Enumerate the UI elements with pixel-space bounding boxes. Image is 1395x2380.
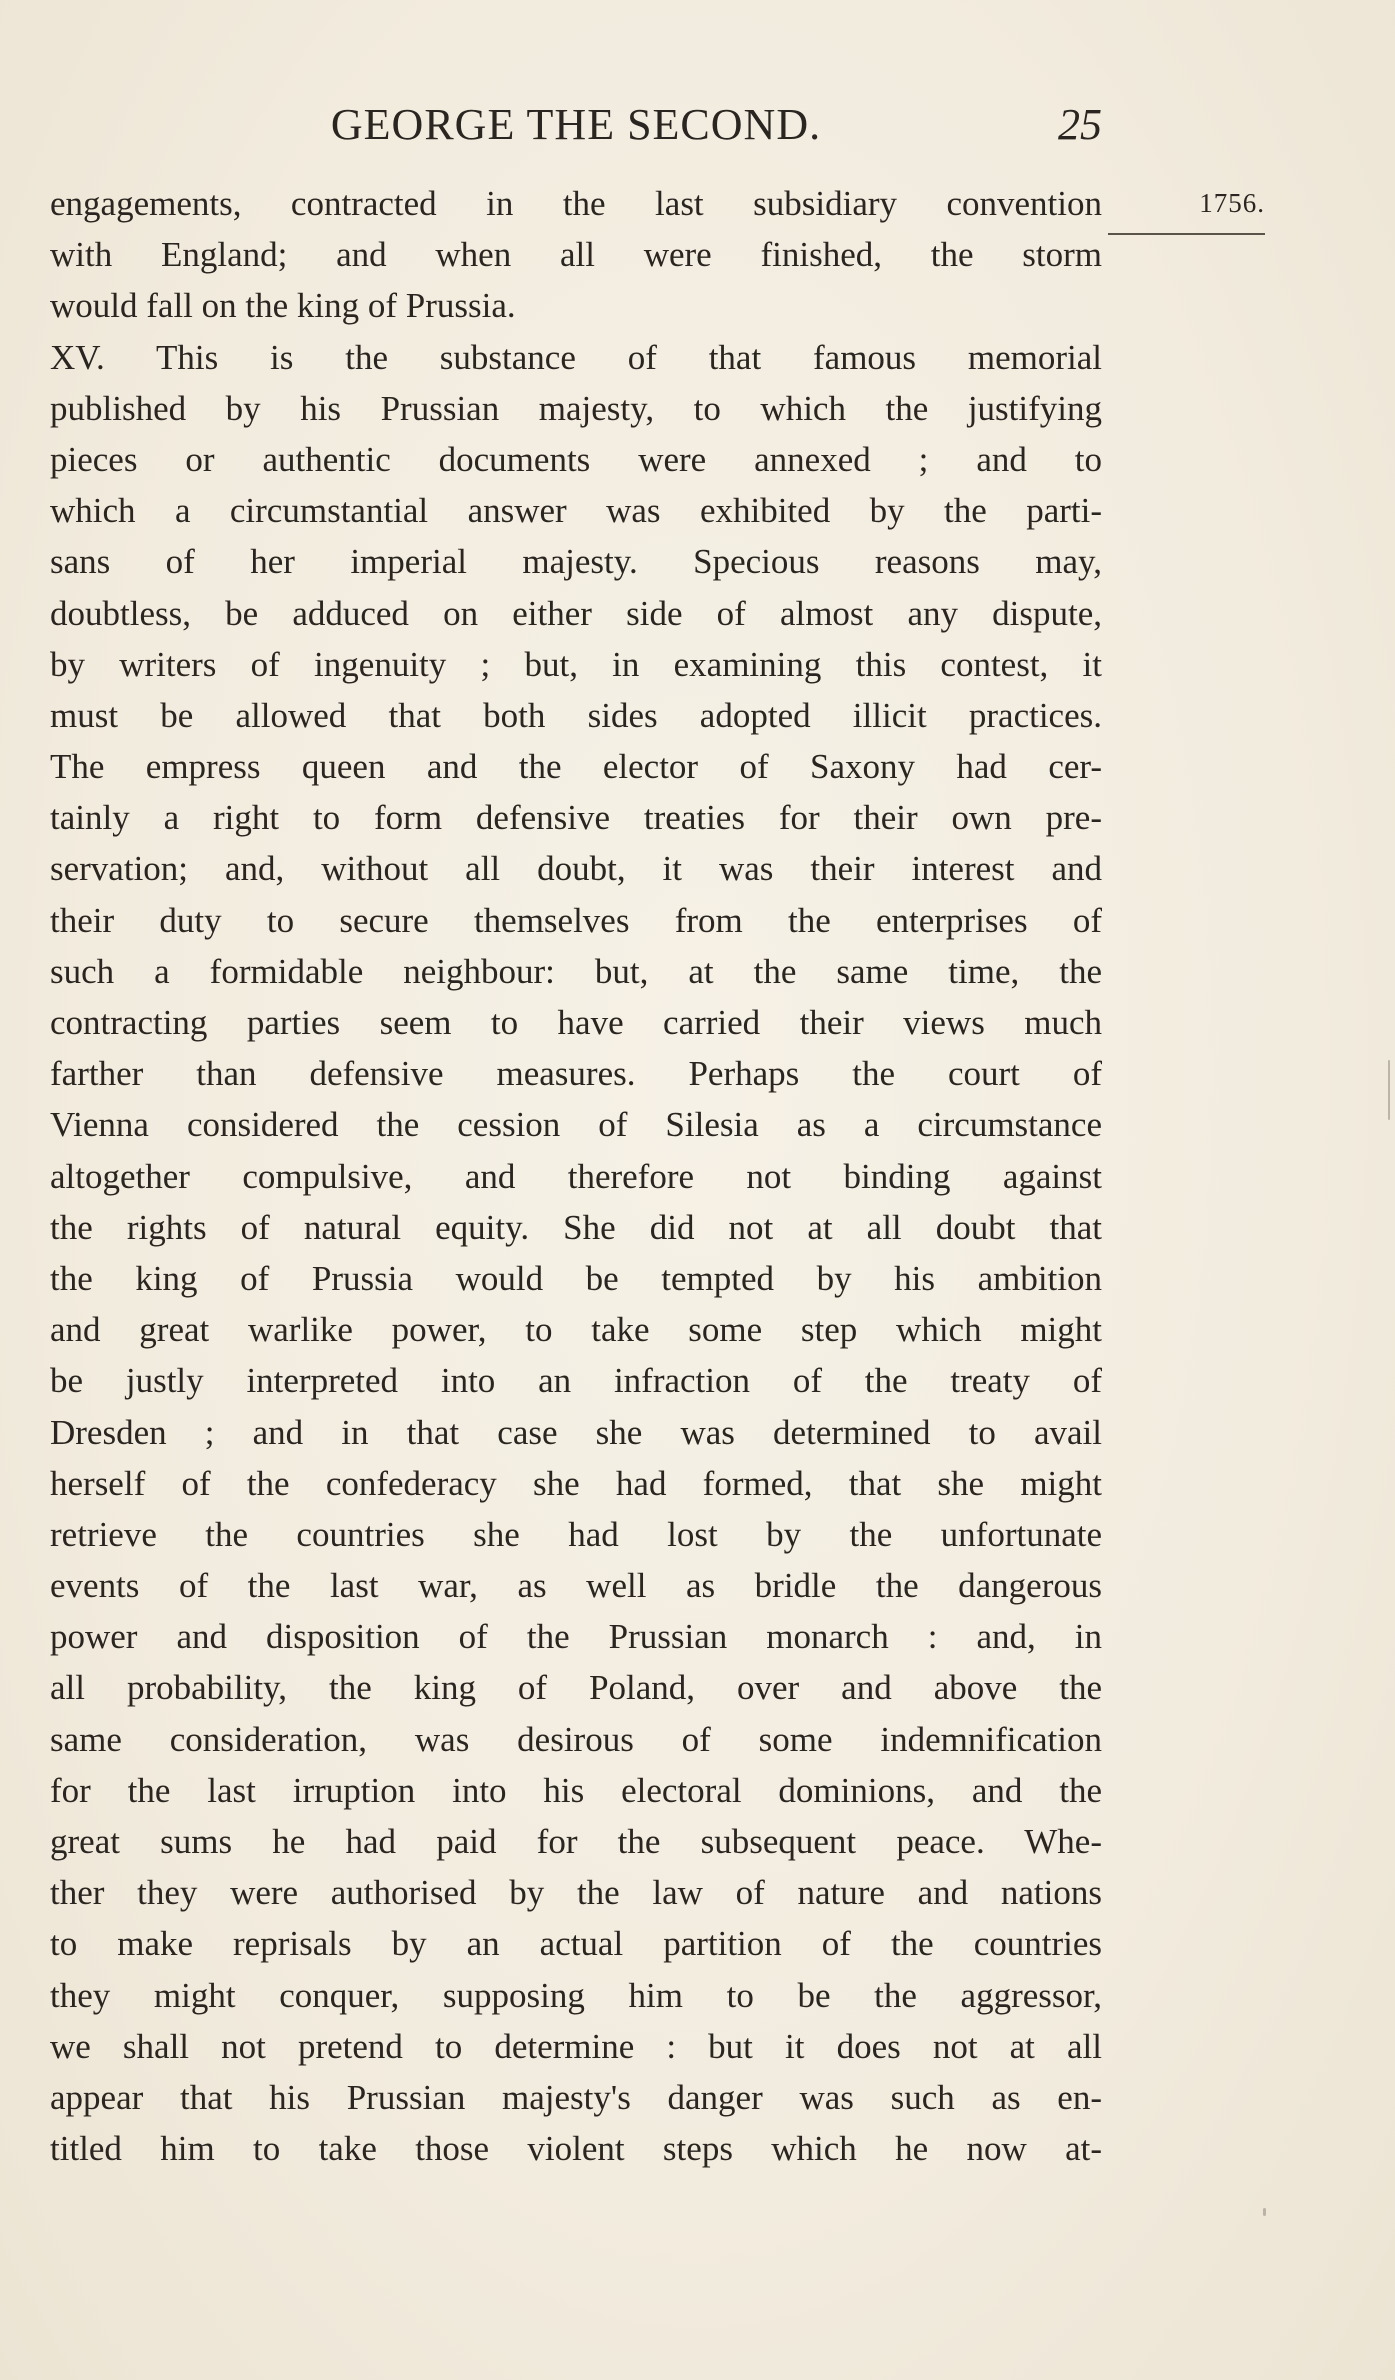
body-text xyxy=(50,178,1102,2174)
text-line: events of the last war, as well as bridle the dangerous xyxy=(50,1566,1102,1606)
text-line: which a circumstantial answer was exhibited by the parti- xyxy=(50,491,1102,531)
text-line: we shall not pretend to determine : but it does not at all xyxy=(50,2026,1102,2066)
text-line: the rights of natural equity. She did not at all doubt that xyxy=(50,1207,1102,1247)
text-line: must be allowed that both sides adopted illicit practices. xyxy=(50,695,1102,735)
text-line: doubtless, be adduced on either side of almost any dispute, xyxy=(50,593,1102,633)
text-line: retrieve the countries she had lost by the unfortunate xyxy=(50,1514,1102,1554)
margin-year-note: 1756. xyxy=(1199,188,1265,218)
text-line: tainly a right to form defensive treaties for their own pre- xyxy=(50,798,1102,838)
text-line: contracting parties seem to have carried their views much xyxy=(50,1003,1102,1042)
text-line: their duty to secure themselves from the enterprises of xyxy=(50,900,1102,940)
paper-speck xyxy=(1388,1060,1390,1120)
text-line: by writers of ingenuity ; but, in examining this contest, it xyxy=(50,644,1102,684)
text-line: sans of her imperial majesty. Specious reasons may, xyxy=(50,542,1102,582)
margin-rule xyxy=(1108,233,1265,235)
text-line: same consideration, was desirous of some indemnification xyxy=(50,1719,1102,1759)
text-line: altogether compulsive, and therefore not binding against xyxy=(50,1156,1102,1196)
text-line: published by his Prussian majesty, to which the justifying xyxy=(50,388,1102,428)
text-line: all probability, the king of Poland, over and above the xyxy=(50,1668,1102,1708)
text-line: titled him to take those violent steps which he now at- xyxy=(50,2129,1102,2169)
text-line: Dresden ; and in that case she was determined to avail xyxy=(50,1412,1102,1452)
text-line: and great warlike power, to take some step which might xyxy=(50,1310,1102,1350)
text-line: they might conquer, supposing him to be the aggressor, xyxy=(50,1975,1102,2015)
text-line: such a formidable neighbour: but, at the same time, the xyxy=(50,951,1102,991)
text-line: engagements, contracted in the last subsidiary convention xyxy=(50,184,1102,223)
paper-speck xyxy=(1263,2208,1266,2216)
text-line: to make reprisals by an actual partition of the countries xyxy=(50,1924,1102,1964)
text-line: would fall on the king of Prussia. xyxy=(50,286,516,326)
text-line: the king of Prussia would be tempted by his ambition xyxy=(50,1258,1102,1298)
text-line: for the last irruption into his electoral dominions, and the xyxy=(50,1770,1102,1810)
text-line: Vienna considered the cession of Silesia as a circumstance xyxy=(50,1105,1102,1145)
text-line: great sums he had paid for the subsequent peace. Whe- xyxy=(50,1822,1102,1861)
running-title: GEORGE THE SECOND. xyxy=(330,100,822,149)
text-line: herself of the confederacy she had formed, that she might xyxy=(50,1463,1102,1503)
text-line: pieces or authentic documents were annexed ; and to xyxy=(50,439,1102,479)
text-line: XV. This is the substance of that famous memorial xyxy=(50,337,1102,377)
text-line: farther than defensive measures. Perhaps the court of xyxy=(50,1054,1102,1094)
page-number: 25 xyxy=(1058,100,1102,149)
text-line: with England; and when all were finished, the storm xyxy=(50,235,1102,275)
text-line: The empress queen and the elector of Saxony had cer- xyxy=(50,747,1102,787)
text-line: appear that his Prussian majesty's danger was such as en- xyxy=(50,2077,1102,2117)
running-head xyxy=(50,95,1102,155)
text-line: be justly interpreted into an infraction of the treaty of xyxy=(50,1361,1102,1401)
text-line: power and disposition of the Prussian monarch : and, in xyxy=(50,1617,1102,1657)
text-line: servation; and, without all doubt, it was their interest and xyxy=(50,849,1102,889)
text-line: ther they were authorised by the law of nature and nations xyxy=(50,1873,1102,1913)
